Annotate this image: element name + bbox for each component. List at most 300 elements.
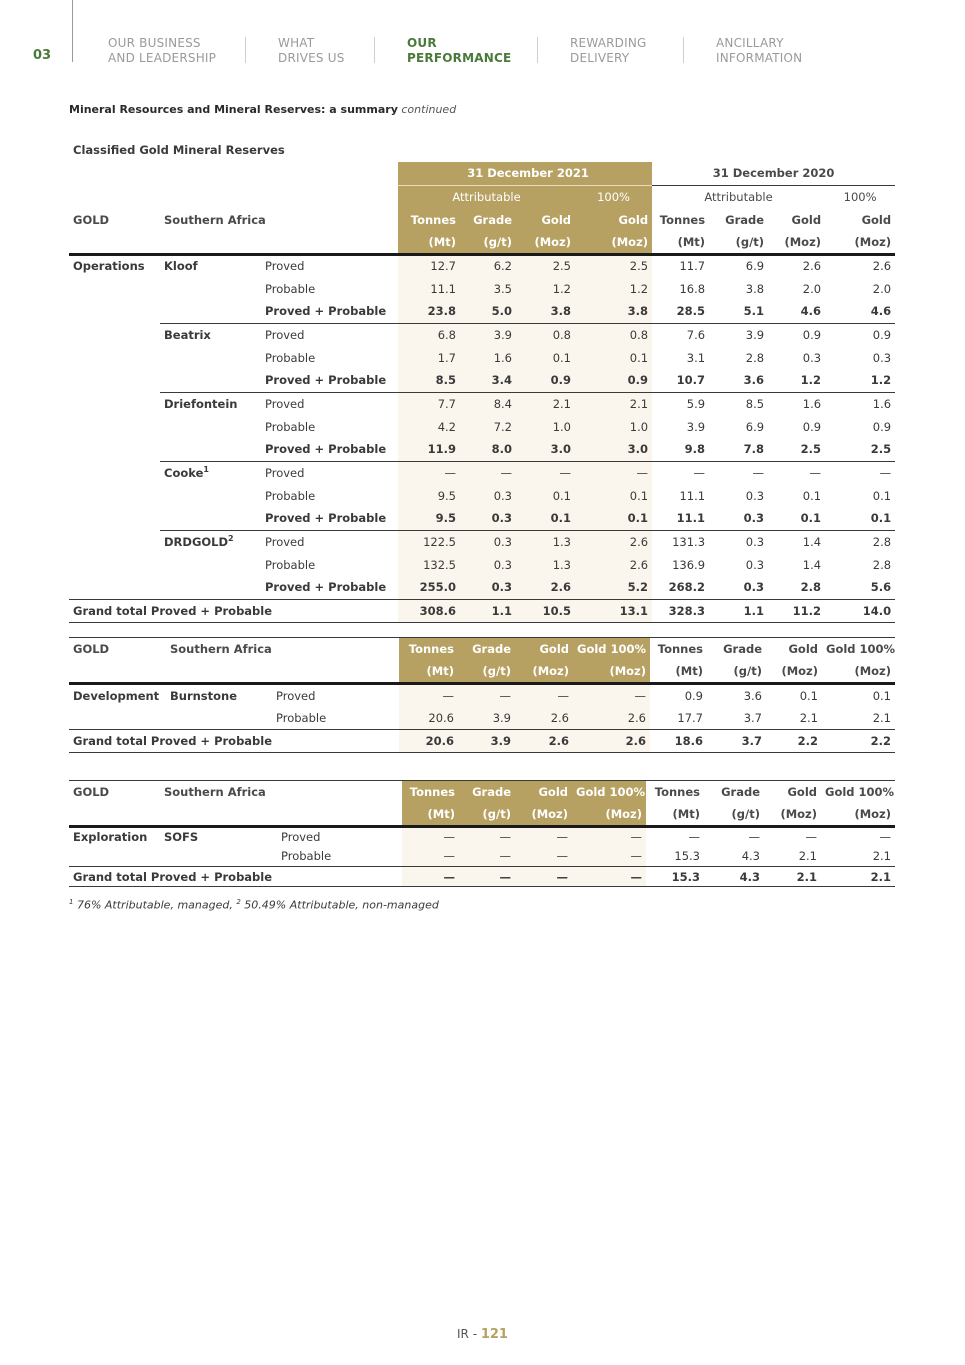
category-cell [69, 392, 160, 415]
column-label-grade: Grade [460, 208, 516, 231]
value-cell: 1.4 [768, 530, 825, 553]
value-cell: 10.7 [676, 373, 706, 388]
category-cell [69, 369, 160, 392]
category-cell [69, 277, 160, 300]
category-cell: Development [73, 688, 160, 703]
value-cell: 7.6 [652, 323, 709, 346]
value-cell: 0.9 [825, 323, 895, 346]
value-cell: 2.1 [872, 849, 891, 864]
nav-label: WHAT [278, 36, 315, 50]
value-cell: 0.1 [872, 488, 892, 503]
value-cell: 6.2 [460, 254, 516, 277]
value-cell: 136.9 [672, 557, 706, 572]
gold-column-header: GOLD [69, 781, 160, 804]
category-cell [69, 553, 160, 576]
grand-total-value: 3.7 [707, 730, 766, 753]
category-cell [69, 438, 160, 461]
value-cell: — [709, 461, 768, 484]
mine-name [160, 576, 261, 599]
value-cell: 0.1 [575, 507, 652, 530]
value-cell: 0.3 [802, 350, 822, 365]
heading-text: Mineral Resources and Mineral Reserves: a summary [69, 103, 398, 116]
value-cell: — [688, 830, 700, 845]
nav-separator [245, 37, 246, 63]
unit-label: (Moz) [573, 661, 650, 684]
value-cell: 4.6 [870, 304, 892, 319]
value-cell: 2.6 [872, 259, 892, 274]
value-cell: 1.6 [825, 392, 895, 415]
unit-label: (Mt) [650, 661, 707, 684]
mine-name [160, 507, 261, 530]
value-cell: 0.1 [800, 511, 822, 526]
value-cell: 0.3 [743, 511, 765, 526]
row-label: Proved + Probable [265, 442, 387, 457]
table-row [69, 827, 895, 847]
mine-name: Burnstone [170, 688, 238, 703]
grand-total-label: Grand total Proved + Probable [69, 599, 398, 622]
row-label: Probable [281, 849, 332, 864]
nav-label: ANCILLARY [716, 36, 784, 50]
value-cell: 2.8 [800, 580, 822, 595]
value-cell: 3.6 [743, 373, 765, 388]
value-cell: 2.5 [800, 442, 822, 457]
header-blank [277, 781, 402, 804]
mine-name: Kloof [164, 259, 198, 274]
footnote-marker: 1 [69, 898, 74, 906]
header-blank [69, 231, 160, 254]
value-cell: 7.2 [460, 415, 516, 438]
footnote-marker: 1 [203, 465, 209, 475]
mine-name [160, 277, 261, 300]
unit-label: (g/t) [709, 231, 768, 254]
row-label: Proved [261, 323, 398, 346]
category-cell [69, 346, 160, 369]
unit-label: (g/t) [707, 661, 766, 684]
reserves-development-table [69, 637, 895, 753]
unit-label: (g/t) [704, 804, 764, 827]
value-cell: — [652, 461, 709, 484]
header-blank [69, 162, 160, 185]
value-cell: — [515, 827, 572, 847]
value-cell: 12.7 [398, 254, 460, 277]
value-cell: 2.0 [802, 281, 822, 296]
period-2021-header: 31 December 2021 [398, 162, 652, 185]
footnote-text: 76% Attributable, managed, [73, 898, 237, 912]
category-cell [69, 530, 160, 553]
value-cell: 23.8 [398, 300, 460, 323]
row-label: Proved + Probable [265, 511, 387, 526]
value-cell: — [825, 461, 895, 484]
nav-separator [374, 37, 375, 63]
section-number: 03 [33, 48, 52, 63]
column-label-tonnes: Tonnes [398, 208, 460, 231]
value-cell: 2.6 [573, 707, 650, 730]
header-blank [272, 638, 399, 661]
nav-label: INFORMATION [716, 51, 803, 65]
grand-total-value: 10.5 [516, 599, 575, 622]
header-row-units [69, 661, 895, 684]
table-row [69, 530, 895, 553]
header-blank [69, 661, 166, 684]
column-label: Gold 100% [572, 781, 646, 804]
row-label: Proved [261, 530, 398, 553]
value-cell: 3.9 [686, 419, 706, 434]
value-cell: 3.8 [745, 281, 765, 296]
table-row [69, 507, 895, 530]
value-cell: 1.7 [398, 346, 460, 369]
column-label: Gold 100% [573, 638, 650, 661]
table-row [69, 847, 895, 867]
value-cell: 4.6 [800, 304, 822, 319]
value-cell: 3.0 [516, 438, 575, 461]
row-label: Proved [276, 688, 316, 703]
value-cell: 2.1 [516, 392, 575, 415]
nav-label: DELIVERY [570, 51, 630, 65]
value-cell: 2.5 [575, 254, 652, 277]
table-row [69, 392, 895, 415]
column-label: Tonnes [646, 781, 704, 804]
value-cell: 8.4 [460, 392, 516, 415]
grand-total-row [69, 730, 895, 753]
value-cell: 1.6 [460, 346, 516, 369]
row-label: Probable [276, 710, 327, 725]
grand-total-value: 1.1 [709, 599, 768, 622]
value-cell: — [572, 847, 646, 867]
column-label: Gold 100% [822, 638, 895, 661]
row-label: Proved [261, 392, 398, 415]
table-row [69, 707, 895, 730]
mine-name [160, 415, 261, 438]
row-label: Proved + Probable [265, 580, 387, 595]
value-cell: 3.0 [575, 438, 652, 461]
header-blank [160, 185, 261, 208]
value-cell: 0.8 [575, 323, 652, 346]
value-cell: — [572, 827, 646, 847]
value-cell: 5.0 [460, 300, 516, 323]
unit-label: (Moz) [764, 804, 821, 827]
value-cell: 0.1 [802, 488, 822, 503]
row-label: Probable [265, 557, 316, 572]
value-cell: 1.0 [516, 415, 575, 438]
hundred-percent-header: 100% [575, 185, 652, 208]
value-cell: 0.3 [460, 553, 516, 576]
value-cell: 1.2 [800, 373, 822, 388]
value-cell: 2.6 [515, 707, 573, 730]
grand-total-value: 2.1 [764, 867, 821, 887]
column-label: Tonnes [399, 638, 458, 661]
category-cell [69, 461, 160, 484]
value-cell: 268.2 [668, 580, 706, 595]
header-row-labels [69, 781, 895, 804]
column-label: Gold 100% [821, 781, 895, 804]
header-blank [277, 804, 402, 827]
attributable-header: Attributable [398, 185, 575, 208]
value-cell: 0.1 [575, 346, 652, 369]
nav-our-business[interactable] [108, 36, 216, 66]
column-label-tonnes: Tonnes [659, 212, 706, 227]
value-cell: 3.8 [516, 300, 575, 323]
value-cell: 0.9 [768, 323, 825, 346]
grand-total-value: — [402, 867, 459, 887]
grand-total-row [69, 867, 895, 887]
unit-label: (Moz) [516, 231, 575, 254]
grand-total-value: 4.3 [704, 867, 764, 887]
unit-label: (Mt) [646, 804, 704, 827]
grand-total-value: 3.9 [458, 730, 515, 753]
row-label: Proved [261, 461, 398, 484]
nav-label: OUR BUSINESS [108, 36, 201, 50]
value-cell: — [748, 830, 760, 845]
table-row [69, 346, 895, 369]
value-cell: — [879, 830, 891, 845]
value-cell: 2.6 [575, 553, 652, 576]
column-label: Gold [515, 781, 572, 804]
header-blank [261, 231, 398, 254]
unit-label: (Moz) [575, 231, 652, 254]
unit-label: (g/t) [460, 231, 516, 254]
value-cell: 16.8 [679, 281, 706, 296]
column-label: Gold [766, 638, 822, 661]
table-title: Classified Gold Mineral Reserves [73, 143, 285, 157]
value-cell: 0.3 [745, 557, 765, 572]
value-cell: 0.3 [745, 488, 765, 503]
value-cell: 3.6 [743, 688, 762, 703]
value-cell: — [515, 684, 573, 707]
grand-total-value: 2.2 [822, 730, 895, 753]
category-cell [69, 484, 160, 507]
value-cell: 0.1 [870, 511, 892, 526]
value-cell: 7.7 [398, 392, 460, 415]
value-cell: 2.6 [516, 576, 575, 599]
unit-label: (Moz) [515, 804, 572, 827]
nav-label: DRIVES US [278, 51, 345, 65]
value-cell: 0.3 [460, 507, 516, 530]
value-cell: 6.9 [745, 259, 765, 274]
row-label: Probable [265, 488, 316, 503]
value-cell: 9.8 [684, 442, 706, 457]
value-cell: 3.7 [743, 710, 762, 725]
value-cell: 28.5 [676, 304, 706, 319]
value-cell: — [402, 847, 459, 867]
row-label: Proved [281, 830, 321, 845]
unit-label: (Moz) [822, 661, 895, 684]
category-cell [69, 507, 160, 530]
value-cell: 11.1 [676, 511, 706, 526]
value-cell: 1.3 [516, 553, 575, 576]
value-cell: 4.2 [398, 415, 460, 438]
attributable-header: Attributable [704, 189, 773, 204]
value-cell: 2.8 [745, 350, 765, 365]
header-row-period [69, 162, 895, 185]
value-cell: 0.1 [516, 346, 575, 369]
column-label: Gold [764, 781, 821, 804]
category-cell [69, 707, 166, 730]
footnote-marker: 2 [228, 534, 234, 544]
unit-label: (g/t) [458, 661, 515, 684]
gold-column-header: GOLD [69, 638, 166, 661]
category-cell: Operations [73, 259, 145, 274]
value-cell: 9.5 [398, 507, 460, 530]
row-label: Probable [265, 281, 316, 296]
reserves-operations-table [69, 162, 895, 623]
mine-name [160, 300, 261, 323]
grand-total-value: 1.1 [460, 599, 516, 622]
table-row [69, 369, 895, 392]
category-cell [69, 847, 160, 867]
nav-what-drives-us[interactable] [278, 36, 345, 66]
column-label-gold: Gold [861, 212, 892, 227]
value-cell: 122.5 [398, 530, 460, 553]
table-row [69, 461, 895, 484]
grand-total-value: 15.3 [646, 867, 704, 887]
column-label: Grade [707, 638, 766, 661]
category-cell: Exploration [73, 830, 148, 845]
value-cell: 8.5 [709, 392, 768, 415]
value-cell: 1.3 [516, 530, 575, 553]
value-cell: 0.3 [460, 576, 516, 599]
value-cell: 11.1 [679, 488, 706, 503]
value-cell: 0.3 [460, 530, 516, 553]
hundred-percent-header: 100% [843, 189, 877, 204]
row-label: Probable [265, 350, 316, 365]
mine-name [160, 438, 261, 461]
table-row [69, 553, 895, 576]
value-cell: 11.9 [398, 438, 460, 461]
page-number [0, 1327, 965, 1342]
value-cell: 1.0 [575, 415, 652, 438]
value-cell: 2.8 [872, 557, 892, 572]
table-row [69, 300, 895, 323]
table-row [69, 484, 895, 507]
page-number-value: 121 [480, 1327, 508, 1342]
value-cell: 0.9 [872, 419, 892, 434]
grand-total-row [69, 599, 895, 622]
mine-name [160, 484, 261, 507]
value-cell: 0.9 [575, 369, 652, 392]
value-cell: — [516, 461, 575, 484]
value-cell: 7.8 [743, 442, 765, 457]
value-cell: — [768, 461, 825, 484]
unit-label: (Moz) [515, 661, 573, 684]
value-cell: 3.4 [460, 369, 516, 392]
value-cell: 0.1 [799, 688, 818, 703]
column-label: Gold [515, 638, 573, 661]
value-cell: — [402, 827, 459, 847]
value-cell: 5.1 [743, 304, 765, 319]
heading-continued: continued [401, 103, 457, 116]
period-2020-header: 31 December 2020 [652, 162, 895, 185]
reserves-exploration-table [69, 780, 895, 887]
row-label: Proved + Probable [265, 373, 387, 388]
nav-label: AND LEADERSHIP [108, 51, 217, 65]
mine-name: Driefontein [160, 392, 261, 415]
category-cell [69, 576, 160, 599]
gold-column-header: GOLD [73, 212, 110, 227]
column-label-gold: Gold [791, 212, 822, 227]
grand-total-value: — [572, 867, 646, 887]
footnote-text: 50.49% Attributable, non-managed [240, 898, 439, 912]
value-cell: 15.3 [674, 849, 700, 864]
value-cell: 5.6 [870, 580, 892, 595]
value-cell: — [515, 847, 572, 867]
category-cell [69, 323, 160, 346]
value-cell: 0.9 [516, 369, 575, 392]
header-blank [160, 162, 261, 185]
table-row [69, 438, 895, 461]
footnote-marker: 2 [236, 898, 241, 906]
column-label: Tonnes [650, 638, 707, 661]
value-cell: 1.2 [870, 373, 892, 388]
column-label: Grade [458, 638, 515, 661]
value-cell: 11.1 [398, 277, 460, 300]
value-cell: 0.1 [575, 484, 652, 507]
mine-name [166, 707, 272, 730]
header-blank [261, 208, 398, 231]
value-cell: 3.9 [458, 707, 515, 730]
header-row-labels [69, 638, 895, 661]
region-column-header: Southern Africa [160, 781, 277, 804]
mine-name: DRDGOLD$^2$ [160, 530, 261, 553]
unit-label: (Moz) [572, 804, 646, 827]
grand-total-value: 11.2 [768, 599, 825, 622]
page-heading [69, 103, 456, 116]
header-blank [160, 231, 261, 254]
nav-ancillary-information[interactable] [716, 36, 802, 66]
value-cell: 131.3 [652, 530, 709, 553]
value-cell: 1.6 [768, 392, 825, 415]
value-cell: — [573, 684, 650, 707]
column-label: Grade [704, 781, 764, 804]
value-cell: 2.1 [798, 849, 817, 864]
header-blank [69, 804, 160, 827]
value-cell: 2.6 [802, 259, 822, 274]
grand-total-value: 14.0 [825, 599, 895, 622]
value-cell: 20.6 [399, 707, 458, 730]
value-cell: 0.3 [709, 530, 768, 553]
region-column-header: Southern Africa [164, 212, 266, 227]
mine-name: SOFS [164, 830, 199, 845]
grand-total-value: 13.1 [575, 599, 652, 622]
value-cell: 2.1 [872, 710, 891, 725]
grand-total-value: 20.6 [399, 730, 458, 753]
value-cell: 3.8 [575, 300, 652, 323]
value-cell: 1.2 [575, 277, 652, 300]
value-cell: 0.8 [516, 323, 575, 346]
nav-separator [537, 37, 538, 63]
unit-label: (Moz) [766, 661, 822, 684]
value-cell: — [575, 461, 652, 484]
nav-label: PERFORMANCE [407, 51, 512, 65]
value-cell: 6.8 [398, 323, 460, 346]
grand-total-value: 2.1 [821, 867, 895, 887]
unit-label: (Moz) [768, 231, 825, 254]
unit-label: (Mt) [398, 231, 460, 254]
value-cell: — [459, 827, 515, 847]
value-cell: 5.2 [575, 576, 652, 599]
value-cell: 3.1 [686, 350, 706, 365]
value-cell: 8.0 [460, 438, 516, 461]
nav-our-performance[interactable] [407, 36, 511, 66]
value-cell: — [459, 847, 515, 867]
nav-rewarding-delivery[interactable] [570, 36, 647, 66]
value-cell: 0.9 [684, 688, 703, 703]
header-row-units [69, 804, 895, 827]
value-cell: 2.5 [516, 254, 575, 277]
table-row [69, 576, 895, 599]
column-label-gold: Gold [575, 208, 652, 231]
column-label-grade: Grade [725, 212, 765, 227]
column-label: Tonnes [402, 781, 459, 804]
